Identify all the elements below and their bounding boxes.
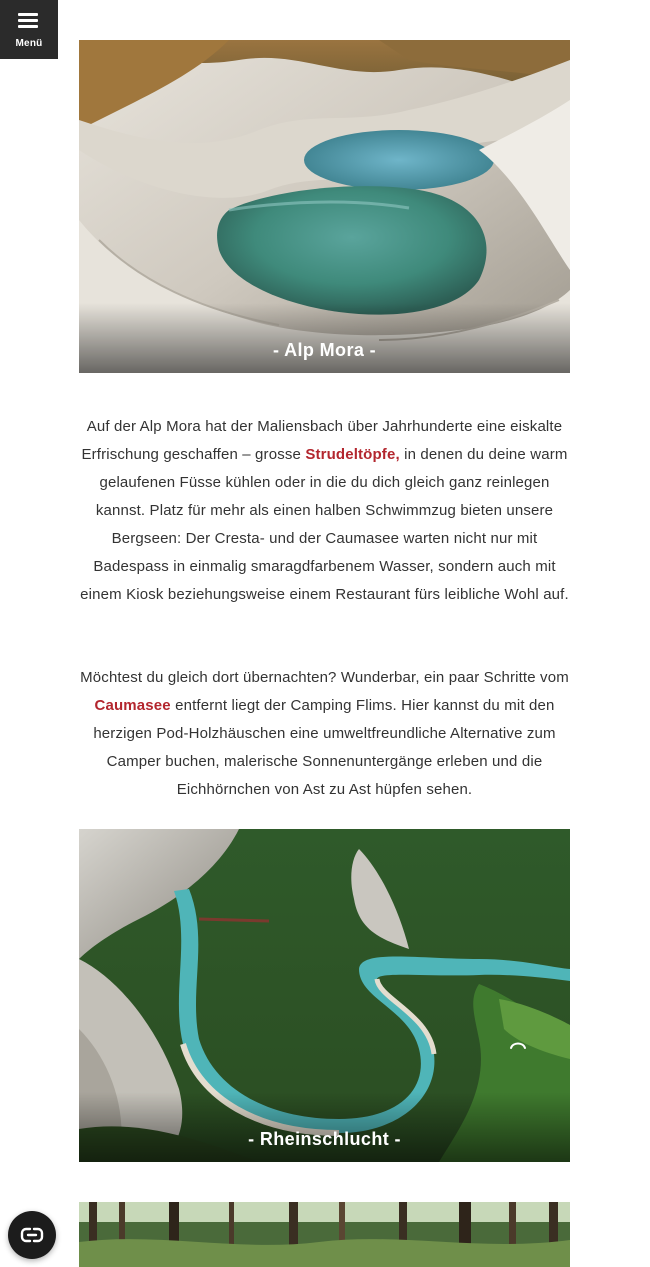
rheinschlucht-image (79, 829, 570, 1162)
chat-button[interactable] (8, 1211, 56, 1259)
caumasee-link[interactable]: Caumasee (94, 697, 171, 714)
hamburger-icon (18, 13, 38, 29)
menu-label: Menü (15, 38, 43, 49)
alp-mora-image (79, 40, 570, 373)
intro-paragraph: Auf der Alp Mora hat der Maliensbach über Jahrhunderte eine eiskalte Erfrischung geschaffen – grosse Strudeltöpfe, in denen du deine warm gelaufenen Füsse kühlen oder in die du dich gleich ganz reinlegen kannst. Platz für mehr als einen halben Schwimmzug bieten unsere Bergseen: Der Cresta- und der Caumasee warten nicht nur mit Badespass in einmalig smaragdfarbenem Wasser, sondern auch mit einem Kiosk beziehungsweise einem Restaurant fürs leibliche Wohl auf. (80, 418, 569, 603)
camping-paragraph: Möchtest du gleich dort übernachten? Wunderbar, ein paar Schritte vom Caumasee entfernt liegt der Camping Flims. Hier kannst du mit den herzigen Pod-Holzhäuschen eine umweltfreundliche Alternative zum Camper buchen, malerische Sonnenuntergänge erleben und die Eichhörnchen von Ast zu Ast hüpfen sehen. (80, 669, 569, 798)
forest-illustration (79, 1202, 570, 1267)
loading-spinner-icon (509, 1040, 527, 1050)
menu-button[interactable] (0, 0, 58, 59)
forest-image (79, 1202, 570, 1267)
image-caption: - Rheinschlucht - (79, 1092, 570, 1162)
strudeltoepfe-link[interactable]: Strudeltöpfe, (305, 446, 400, 463)
image-caption: - Alp Mora - (79, 303, 570, 373)
chat-link-icon (20, 1227, 44, 1243)
